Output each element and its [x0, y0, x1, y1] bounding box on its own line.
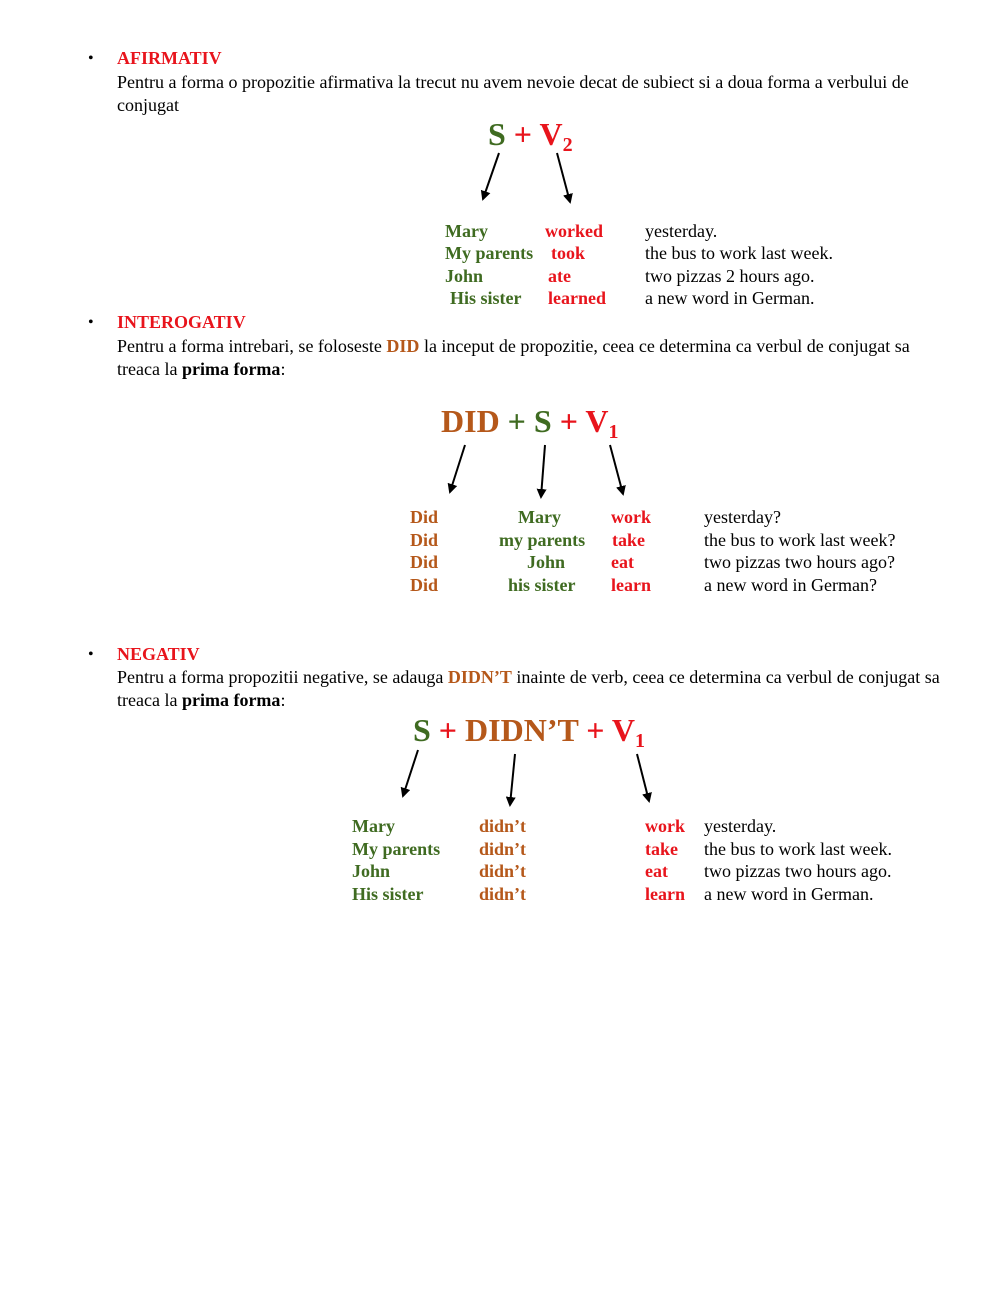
- rest-cell: the bus to work last week?: [704, 530, 896, 550]
- verb-cell: work: [611, 507, 651, 527]
- formula-plus: +: [586, 712, 605, 748]
- formula-subject: S: [488, 116, 506, 152]
- subject-cell: his sister: [508, 575, 576, 595]
- aux-cell: Did: [410, 530, 439, 550]
- subject-cell: John: [527, 552, 566, 572]
- verb-cell: eat: [645, 861, 668, 881]
- aux-cell: didn’t: [479, 816, 527, 836]
- heading-interogativ: INTEROGATIV: [117, 312, 246, 332]
- verb-cell: worked: [545, 221, 603, 241]
- formula-did: DID: [441, 403, 500, 439]
- heading-afirmativ: AFIRMATIV: [117, 48, 222, 68]
- aux-cell: didn’t: [479, 884, 527, 904]
- verb-cell: ate: [548, 266, 571, 286]
- keyword-did: DID: [386, 336, 420, 356]
- paragraph-negativ: Pentru a forma propozitii negative, se adauga DIDN’T inainte de verb, ceea ce determina ca verbul de conjugat sa treaca la prima forma:: [117, 667, 940, 710]
- aux-cell: Did: [410, 552, 439, 572]
- rest-cell: a new word in German.: [645, 288, 815, 308]
- formula-didnt: DIDN’T: [465, 712, 579, 748]
- formula-plus: +: [559, 403, 578, 439]
- paragraph-afirmativ: Pentru a forma o propozitie afirmativa la trecut nu avem nevoie decat de subiect si a doua forma a verbului de conjugat: [117, 72, 909, 115]
- arrow-icon: [450, 445, 465, 492]
- paragraph-interogativ: Pentru a forma intrebari, se foloseste DID la inceput de propozitie, ceea ce determina ca verbul de conjugat sa treaca la prima forma:: [117, 336, 910, 379]
- verb-cell: take: [612, 530, 645, 550]
- verb-cell: take: [645, 839, 678, 859]
- verb-cell: eat: [611, 552, 634, 572]
- verb-cell: learn: [611, 575, 651, 595]
- formula-subject: S: [533, 403, 552, 439]
- verb-cell: took: [551, 243, 586, 263]
- subject-cell: His sister: [450, 288, 522, 308]
- arrow-icon: [541, 445, 545, 497]
- arrow-icon: [510, 754, 515, 805]
- aux-cell: didn’t: [479, 839, 527, 859]
- formula-plus: +: [507, 403, 526, 439]
- arrow-icon: [403, 750, 418, 796]
- rest-cell: the bus to work last week.: [645, 243, 833, 263]
- arrow-icon: [610, 445, 623, 494]
- rest-cell: yesterday.: [704, 816, 777, 836]
- rest-cell: two pizzas 2 hours ago.: [645, 266, 815, 286]
- formula-verb: $V_2$: [539, 116, 573, 156]
- rest-cell: a new word in German.: [704, 884, 874, 904]
- rest-cell: two pizzas two hours ago?: [704, 552, 895, 572]
- bullet-negativ: •: [88, 646, 94, 663]
- aux-cell: didn’t: [479, 861, 527, 881]
- rest-cell: a new word in German?: [704, 575, 877, 595]
- formula-verb: $V_1$: [585, 403, 619, 443]
- subject-cell: My parents: [352, 839, 441, 859]
- rest-cell: two pizzas two hours ago.: [704, 861, 892, 881]
- bullet-interogativ: •: [88, 314, 94, 331]
- formula-plus: +: [513, 116, 533, 152]
- aux-cell: Did: [410, 507, 439, 527]
- arrow-icon: [637, 754, 649, 801]
- rest-cell: the bus to work last week.: [704, 839, 892, 859]
- subject-cell: His sister: [352, 884, 424, 904]
- subject-cell: John: [445, 266, 484, 286]
- keyword-didnt: DIDN’T: [447, 667, 512, 687]
- formula-verb: $V_1$: [611, 712, 645, 752]
- arrow-icon: [483, 153, 499, 199]
- formula-subject: S: [413, 712, 431, 748]
- formula-plus: +: [438, 712, 458, 748]
- heading-negativ: NEGATIV: [117, 644, 200, 664]
- subject-cell: John: [352, 861, 391, 881]
- rest-cell: yesterday.: [645, 221, 718, 241]
- verb-cell: learned: [548, 288, 606, 308]
- verb-cell: work: [645, 816, 685, 836]
- bullet-afirmativ: •: [88, 50, 94, 67]
- verb-cell: learn: [645, 884, 685, 904]
- subject-cell: Mary: [518, 507, 561, 527]
- subject-cell: Mary: [352, 816, 395, 836]
- subject-cell: Mary: [445, 221, 488, 241]
- aux-cell: Did: [410, 575, 439, 595]
- arrow-icon: [557, 153, 570, 202]
- rest-cell: yesterday?: [704, 507, 781, 527]
- subject-cell: my parents: [499, 530, 586, 550]
- subject-cell: My parents: [445, 243, 534, 263]
